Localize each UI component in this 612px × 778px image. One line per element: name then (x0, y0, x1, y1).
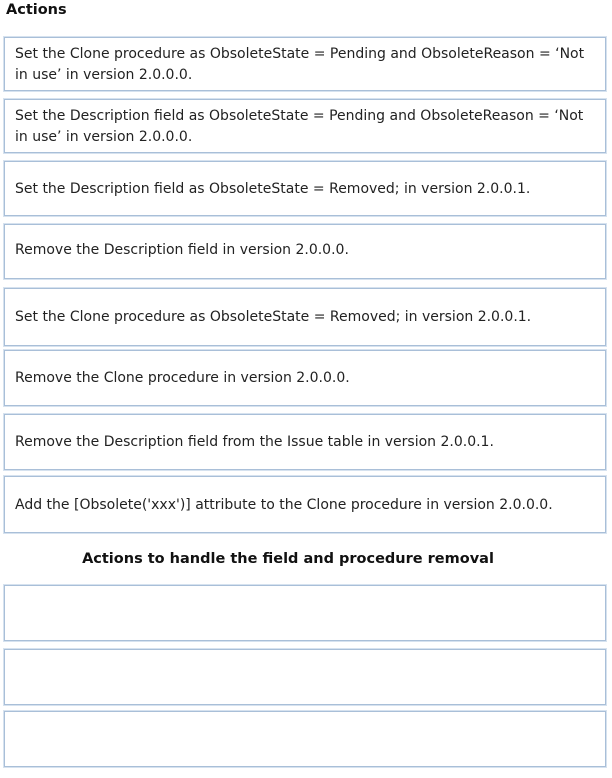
action-item-2[interactable] (4, 99, 606, 153)
actions-heading: Actions (6, 2, 67, 18)
action-item-1[interactable] (4, 37, 606, 91)
action-item-6[interactable] (4, 350, 606, 406)
action-item-label: Set the Clone procedure as ObsoleteState = Removed; in version 2.0.0.1. (15, 309, 532, 325)
action-item-label: Add the [Obsolete('xxx')] attribute to the Clone procedure in version 2.0.0.0. (15, 497, 553, 513)
action-item-label: Set the Description field as ObsoleteState = Removed; in version 2.0.0.1. (15, 181, 531, 197)
action-item-label: Remove the Clone procedure in version 2.0.0.0. (15, 370, 350, 386)
action-item-label: Remove the Description field in version 2.0.0.0. (15, 242, 349, 258)
action-item-4[interactable] (4, 224, 606, 279)
action-item-3[interactable] (4, 161, 606, 216)
answer-slot-2[interactable] (4, 649, 606, 705)
answers-heading: Actions to handle the field and procedure removal (82, 551, 494, 567)
answer-slot-1[interactable] (4, 585, 606, 641)
action-item-8[interactable] (4, 476, 606, 533)
action-item-label: Set the Description field as ObsoleteState = Pending and ObsoleteReason = ‘Not in use’ in version 2.0.0.0. (15, 108, 584, 145)
action-item-7[interactable] (4, 414, 606, 470)
action-item-label: Remove the Description field from the Issue table in version 2.0.0.1. (15, 434, 494, 450)
action-item-5[interactable] (4, 288, 606, 346)
answer-slot-3[interactable] (4, 711, 606, 767)
action-item-label: Set the Clone procedure as ObsoleteState = Pending and ObsoleteReason = ‘Not in use’ in version 2.0.0.0. (15, 46, 585, 83)
